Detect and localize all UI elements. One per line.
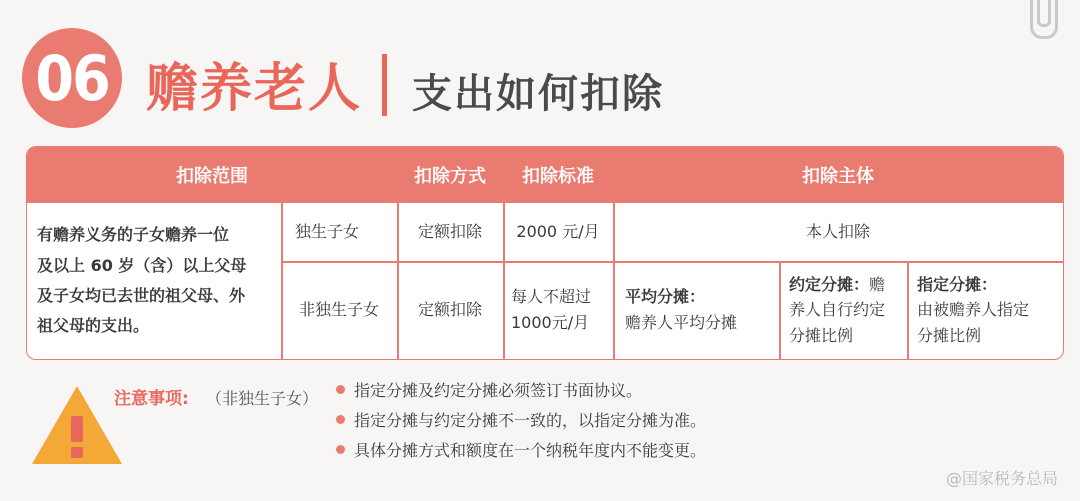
scope-line: 祖父母的支出。: [37, 316, 150, 336]
method-multiple-label: 定额扣除: [417, 300, 482, 320]
child-type-multiple: 非独生子女: [298, 300, 379, 320]
subject-agreed-title-suffix: 赡: [869, 274, 886, 294]
note-item: [336, 408, 706, 431]
scope-line: 有赡养义务的子女赡养一位: [37, 225, 230, 245]
note-text: 指定分摊与约定分摊不一致的，以指定分摊为准。: [354, 411, 707, 430]
bullet-icon: [336, 415, 345, 424]
header-standard: 扣除标准: [503, 147, 614, 203]
header-scope: 扣除范围: [27, 147, 398, 203]
page-title: 赡养老人: [146, 59, 363, 119]
scope-description: [27, 203, 281, 359]
watermark: @国家税务总局: [945, 469, 1058, 488]
child-type-only: 独生子女: [295, 222, 360, 242]
standard-only: 2000 元/月: [516, 222, 600, 242]
standard-line: 每人不超过: [511, 287, 592, 307]
bullet-icon: [336, 445, 345, 454]
page-subtitle: 支出如何扣除: [412, 71, 664, 117]
subject-designated: [907, 261, 1063, 359]
paperclip-inner-icon: [1037, 0, 1051, 27]
warning-icon: [28, 382, 126, 468]
method-only: 定额扣除: [417, 222, 482, 242]
notes-label: 注意事项:: [114, 389, 189, 409]
subject-designated-text: 分摊比例: [917, 325, 982, 345]
subject-average-title: 平均分摊：: [625, 287, 706, 307]
note-text: 具体分摊方式和额度在一个纳税年度内不能变更。: [354, 441, 707, 460]
subject-agreed-title: 约定分摊：: [789, 274, 870, 294]
standard-line: 1000元/月: [511, 313, 590, 332]
title-divider: [382, 54, 387, 116]
method-multiple: [397, 261, 503, 359]
scope-line: 及以上 60 岁（含）以上父母: [37, 255, 247, 275]
subject-average-text: 赡养人平均分摊: [625, 313, 738, 332]
subject-only: 本人扣除: [805, 222, 870, 242]
bullet-icon: [336, 385, 345, 394]
deduction-table: [26, 146, 1064, 360]
notes-scope: （非独生子女）: [206, 389, 319, 408]
subject-designated-text: 由被赡养人指定: [917, 300, 1030, 320]
header-method: 扣除方式: [397, 147, 504, 203]
section-number-badge: [22, 28, 122, 128]
note-item: [336, 378, 642, 401]
subject-designated-title: 指定分摊：: [917, 274, 998, 294]
subject-agreed: [779, 261, 907, 359]
scope-line: 及子女均已去世的祖父母、外: [37, 286, 246, 305]
subject-agreed-text: 养人自行约定: [789, 300, 886, 320]
subject-agreed-text: 分摊比例: [789, 325, 854, 345]
standard-multiple: [503, 261, 613, 359]
header-subject: 扣除主体: [613, 147, 1063, 203]
note-item: [336, 438, 706, 461]
note-text: 指定分摊及约定分摊必须签订书面协议。: [354, 381, 643, 400]
section-number: 06: [35, 41, 109, 115]
page-header: [0, 0, 1080, 140]
subject-average: [613, 261, 779, 359]
